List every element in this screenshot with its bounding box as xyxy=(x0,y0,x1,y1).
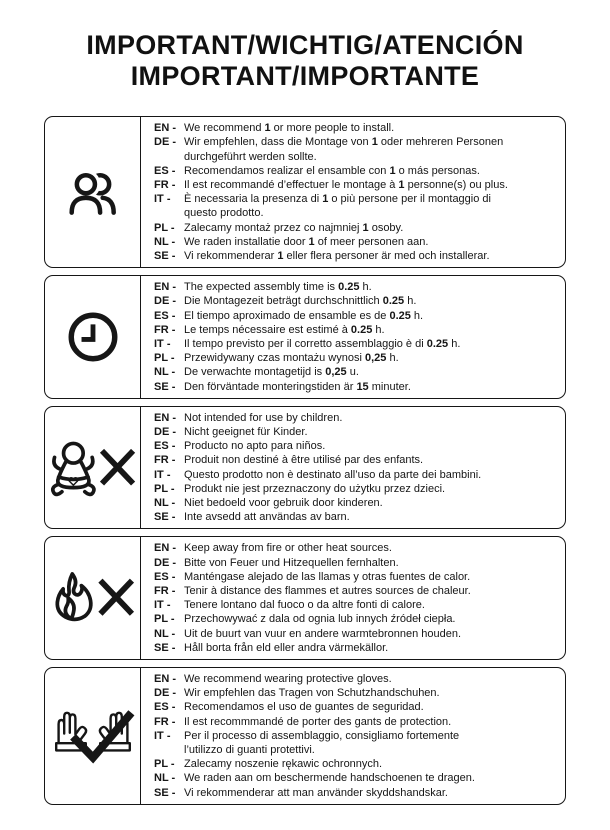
line-text: Inte avsedd att användas av barn. xyxy=(184,511,350,524)
language-label: ES - xyxy=(154,701,176,714)
language-label: DE - xyxy=(154,425,176,438)
line-text: Questo prodotto non è destinato all’uso da parte dei bambini. xyxy=(184,468,482,481)
line-text: Tenir à distance des flammes et autres sources de chaleur. xyxy=(184,584,471,597)
text-line xyxy=(154,757,561,771)
text-line xyxy=(154,309,561,323)
no-children-icon xyxy=(48,438,138,498)
line-text: of meer personen aan. xyxy=(314,235,429,248)
box-lines xyxy=(141,407,565,529)
text-line xyxy=(154,743,561,757)
text-line xyxy=(154,570,561,584)
line-text: Produkt nie jest przeznaczony do użytku przez dzieci. xyxy=(184,482,446,495)
line-text: h. xyxy=(372,323,385,336)
line-text: 1 xyxy=(362,221,369,234)
line-text: Recomendamos realizar el ensamble con xyxy=(184,164,390,177)
language-label: DE - xyxy=(154,556,176,569)
warning-box xyxy=(44,667,566,805)
line-text: Den förväntade monteringstiden är xyxy=(184,380,357,393)
icon-cell xyxy=(45,117,141,267)
language-label: SE - xyxy=(154,641,176,654)
text-line xyxy=(154,786,561,800)
language-label: PL - xyxy=(154,352,175,365)
language-label: PL - xyxy=(154,482,175,495)
language-label: ES - xyxy=(154,440,176,453)
line-text: h. xyxy=(448,337,461,350)
line-text: 0,25 xyxy=(325,366,347,379)
text-line xyxy=(154,627,561,641)
text-line xyxy=(154,249,561,263)
line-text: 1 xyxy=(389,164,396,177)
text-line xyxy=(154,150,561,164)
line-text: h. xyxy=(410,309,424,322)
line-text: Zalecamy montaż przez co najmniej xyxy=(184,221,363,234)
text-line xyxy=(154,453,561,467)
line-text: h. xyxy=(359,281,372,294)
line-text: durchgeführt werden sollte. xyxy=(184,150,317,163)
language-label: NL - xyxy=(154,496,176,509)
icon-cell xyxy=(45,668,141,804)
text-line xyxy=(154,380,561,394)
text-line xyxy=(154,439,561,453)
line-text: We recommend wearing protective gloves. xyxy=(184,673,392,685)
two-people-icon xyxy=(62,161,124,223)
line-text: Il tempo previsto per il corretto assemblaggio è di xyxy=(184,337,427,350)
language-label: IT - xyxy=(154,193,171,206)
language-label: ES - xyxy=(154,164,176,177)
text-line xyxy=(154,235,561,249)
line-text: The expected assembly time is xyxy=(184,281,339,294)
line-text: 1 xyxy=(277,249,284,262)
language-label: DE - xyxy=(154,136,176,149)
line-text: minuter. xyxy=(368,380,411,393)
line-text: questo prodotto. xyxy=(184,207,264,220)
language-label: FR - xyxy=(154,454,176,467)
line-text: De verwachte montagetijd is xyxy=(184,366,326,379)
language-label: NL - xyxy=(154,627,176,640)
language-label: ES - xyxy=(154,570,176,583)
language-label: IT - xyxy=(154,599,171,612)
line-text: h. xyxy=(386,352,399,365)
line-text: We raden aan om beschermende handschoenen te dragen. xyxy=(184,772,475,785)
line-text: Vi rekommenderar xyxy=(184,249,278,262)
language-label: DE - xyxy=(154,295,176,308)
line-text: Tenere lontano dal fuoco o da altre fonti di calore. xyxy=(184,599,425,612)
text-line xyxy=(154,294,561,308)
line-text: Recomendamos el uso de guantes de seguridad. xyxy=(184,701,424,714)
language-label: EN - xyxy=(154,411,176,424)
text-line xyxy=(154,425,561,439)
line-text: o más personas. xyxy=(395,164,480,177)
line-text: 1 xyxy=(322,193,329,206)
language-label: IT - xyxy=(154,468,171,481)
line-text: Przewidywany czas montażu wynosi xyxy=(184,352,365,365)
warning-box xyxy=(44,536,566,660)
text-line xyxy=(154,584,561,598)
text-line xyxy=(154,556,561,570)
line-text: È necessaria la presenza di xyxy=(184,193,323,206)
text-line xyxy=(154,178,561,192)
language-label: DE - xyxy=(154,687,176,700)
text-line xyxy=(154,729,561,743)
language-label: PL - xyxy=(154,221,175,234)
line-text: 0.25 xyxy=(389,309,411,322)
line-text: Vi rekommenderar att man använder skyddshandskar. xyxy=(184,786,448,799)
text-line xyxy=(154,496,561,510)
line-text: Zalecamy noszenie rękawic ochronnych. xyxy=(184,758,383,771)
no-fire-icon xyxy=(47,569,139,627)
language-label: SE - xyxy=(154,511,176,524)
icon-cell xyxy=(45,407,141,529)
line-text: Przechowywać z dala od ognia lub innych źródeł ciepła. xyxy=(184,613,456,626)
language-label: FR - xyxy=(154,178,176,191)
text-line xyxy=(154,192,561,206)
line-text: 0.25 xyxy=(338,281,360,294)
line-text: 0.25 xyxy=(382,295,405,308)
text-line xyxy=(154,482,561,496)
line-text: Per il processo di assemblaggio, consigliamo fortemente xyxy=(184,729,460,742)
text-line xyxy=(154,337,561,351)
text-line xyxy=(154,221,561,235)
language-label: FR - xyxy=(154,323,176,336)
language-label: IT - xyxy=(154,729,171,742)
line-text: 1 xyxy=(371,136,378,149)
language-label: FR - xyxy=(154,584,176,597)
text-line xyxy=(154,411,561,425)
text-line xyxy=(154,135,561,149)
text-line xyxy=(154,468,561,482)
language-label: NL - xyxy=(154,366,176,379)
line-text: El tiempo aproximado de ensamble es de xyxy=(184,309,390,322)
language-label: SE - xyxy=(154,380,176,393)
line-text: personne(s) ou plus. xyxy=(404,178,508,191)
line-text: 1 xyxy=(264,122,271,135)
line-text: Il est recommmandé de porter des gants de protection. xyxy=(184,715,452,728)
language-label: EN - xyxy=(154,122,176,135)
text-line xyxy=(154,365,561,379)
language-label: EN - xyxy=(154,673,176,685)
line-text: Uit de buurt van vuur en andere warmtebronnen houden. xyxy=(184,627,462,640)
language-label: FR - xyxy=(154,715,176,728)
line-text: We recommend xyxy=(184,122,265,135)
box-lines xyxy=(141,117,565,267)
line-text: 1 xyxy=(398,178,405,191)
language-label: IT - xyxy=(154,337,171,350)
line-text: Håll borta från eld eller andra värmekällor. xyxy=(184,641,389,654)
language-label: EN - xyxy=(154,281,176,294)
language-label: PL - xyxy=(154,613,175,626)
language-label: NL - xyxy=(154,772,176,785)
language-label: SE - xyxy=(154,786,176,799)
language-label: PL - xyxy=(154,758,175,771)
warning-box xyxy=(44,116,566,268)
text-line xyxy=(154,351,561,365)
text-line xyxy=(154,598,561,612)
line-text: o più persone per il montaggio di xyxy=(328,193,491,206)
line-text: 15 xyxy=(356,380,369,393)
line-text: Keep away from fire or other heat sources. xyxy=(184,542,392,555)
text-line xyxy=(154,700,561,714)
text-line xyxy=(154,641,561,655)
line-text: 1 xyxy=(308,235,315,248)
line-text: oder mehreren Personen xyxy=(377,136,504,149)
line-text: h. xyxy=(404,295,417,308)
title-line-1: IMPORTANT/WICHTIG/ATENCIÓN xyxy=(86,30,524,60)
text-line xyxy=(154,686,561,700)
line-text: Le temps nécessaire est estimé à xyxy=(184,323,351,336)
text-line xyxy=(154,672,561,686)
text-line xyxy=(154,206,561,220)
line-text: l’utilizzo di guanti protettivi. xyxy=(184,744,315,757)
text-line xyxy=(154,715,561,729)
clock-icon xyxy=(64,308,122,366)
line-text: Wir empfehlen, dass die Montage von xyxy=(184,136,372,149)
line-text: Producto no apto para niños. xyxy=(184,440,326,453)
line-text: 0.25 xyxy=(350,323,373,336)
language-label: EN - xyxy=(154,542,176,555)
text-line xyxy=(154,541,561,555)
box-lines xyxy=(141,537,565,659)
text-line xyxy=(154,612,561,626)
line-text: Wir empfehlen das Tragen von Schutzhandschuhen. xyxy=(184,687,440,700)
warning-box xyxy=(44,406,566,530)
box-lines xyxy=(141,276,565,398)
text-line xyxy=(154,164,561,178)
page-title xyxy=(44,30,566,92)
text-line xyxy=(154,280,561,294)
line-text: Manténgase alejado de las llamas y otras fuentes de calor. xyxy=(184,570,471,583)
language-label: ES - xyxy=(154,309,176,322)
line-text: 0.25 xyxy=(426,337,449,350)
line-text: eller flera personer är med och installerar. xyxy=(283,249,490,262)
language-label: NL - xyxy=(154,235,176,248)
text-line xyxy=(154,121,561,135)
text-line xyxy=(154,771,561,785)
text-line xyxy=(154,510,561,524)
line-text: osoby. xyxy=(368,221,404,234)
box-lines xyxy=(141,668,565,804)
line-text: Not intended for use by children. xyxy=(184,411,343,424)
icon-cell xyxy=(45,537,141,659)
text-line xyxy=(154,323,561,337)
title-line-2: IMPORTANT/IMPORTANTE xyxy=(130,61,480,92)
line-text: Bitte von Feuer und Hitzequellen fernhalten. xyxy=(184,556,399,569)
line-text: Niet bedoeld voor gebruik door kinderen. xyxy=(184,496,383,509)
gloves-check-icon xyxy=(49,706,137,766)
line-text: u. xyxy=(346,366,359,379)
language-label: SE - xyxy=(154,249,176,262)
warning-box xyxy=(44,275,566,399)
icon-cell xyxy=(45,276,141,398)
line-text: We raden installatie door xyxy=(184,235,309,248)
line-text: Nicht geeignet für Kinder. xyxy=(184,425,308,438)
line-text: Il est recommandé d’effectuer le montage à xyxy=(184,178,399,191)
warning-boxes xyxy=(44,116,566,805)
line-text: or more people to install. xyxy=(270,122,395,135)
line-text: 0,25 xyxy=(364,352,387,365)
line-text: Produit non destiné à être utilisé par des enfants. xyxy=(184,454,424,467)
line-text: Die Montagezeit beträgt durchschnittlich xyxy=(184,295,383,308)
